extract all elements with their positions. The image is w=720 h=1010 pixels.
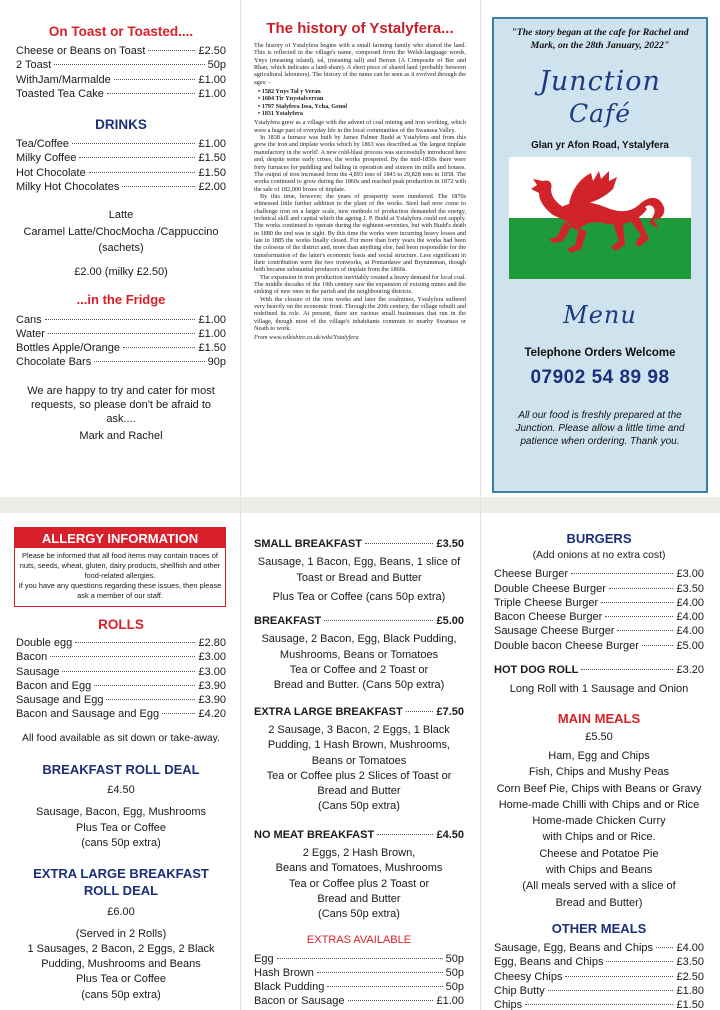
xl-roll-line: Plus Tea or Coffee bbox=[75, 973, 167, 986]
item-price: £4.00 bbox=[676, 611, 704, 624]
breakfast-line: 2 Sausage, 3 Bacon, 2 Eggs, 1 Black bbox=[268, 723, 450, 736]
brand-junction: Junction bbox=[539, 66, 661, 97]
burgers-list bbox=[494, 567, 704, 653]
breakfast-line: Bread and Butter bbox=[317, 785, 401, 798]
latte-sachets: (sachets) bbox=[98, 241, 144, 254]
item-name: Cheesy Chips bbox=[494, 970, 563, 983]
brand-cafe: Café bbox=[568, 99, 632, 128]
fridge-list bbox=[16, 313, 226, 370]
item-price: 90p bbox=[207, 356, 226, 369]
breakfast-price: £4.50 bbox=[436, 828, 464, 841]
welsh-flag-icon bbox=[509, 157, 691, 279]
menu-row bbox=[494, 984, 704, 998]
breakfast-line: Sausage, 2 Bacon, Egg, Black Pudding, bbox=[261, 633, 457, 646]
cover-footer: All our food is freshly prepared at the Junction. Please allow a little time and patience when ordering. Thank you. bbox=[515, 410, 685, 447]
item-name: Hash Brown bbox=[254, 966, 314, 979]
burgers-sub: (Add onions at no extra cost) bbox=[532, 550, 666, 561]
menu-row bbox=[254, 952, 464, 966]
breakfast-price: £7.50 bbox=[436, 705, 464, 718]
meal-line: with Chips and Beans bbox=[545, 864, 653, 877]
meal-line: Ham, Egg and Chips bbox=[548, 749, 650, 762]
item-name: Toasted Tea Cake bbox=[16, 87, 104, 100]
menu-row bbox=[254, 980, 464, 994]
xl-roll-price: £6.00 bbox=[107, 906, 135, 919]
item-price: £3.90 bbox=[198, 679, 226, 692]
item-price: £4.00 bbox=[676, 625, 704, 638]
burgers-heading: BURGERS bbox=[566, 531, 632, 546]
item-name: Black Pudding bbox=[254, 981, 325, 994]
menu-row bbox=[16, 137, 226, 151]
breakfast-line: Sausage, 1 Bacon, Egg, Beans, 1 slice of bbox=[257, 556, 461, 569]
item-price: £4.00 bbox=[676, 596, 704, 609]
breakfast-name: BREAKFAST bbox=[254, 615, 322, 628]
breakfast-row bbox=[254, 537, 464, 551]
cover-quote: "The story began at the cafe for Rachel and Mark, on the 28th January, 2022" bbox=[511, 27, 689, 51]
xl-roll-line: 1 Sausages, 2 Bacon, 2 Eggs, 2 Black bbox=[27, 942, 215, 955]
hotdog-price: £3.20 bbox=[676, 664, 704, 677]
menu-row bbox=[16, 355, 226, 369]
item-price: £2.00 bbox=[198, 181, 226, 194]
history-source: From www.wikishire.co.uk/wiki/Ystalyfera bbox=[254, 334, 359, 342]
history-para: With the closure of the iron works and later the coalmines, Ystalyfera suffered very heavily on the economic front. Through the 20th century, the village rebuilt and redefined its role. At present, there are various small businesses that run in the village, though most of the village's inhabitants commute to nearby Swansea or Neath to work. bbox=[254, 295, 466, 333]
name-entry: • 1797 Stalyfera Issa, Ycha, Genol bbox=[258, 103, 466, 110]
history-para: By this time, however, the years of prosperity were numbered. The 1870s witnessed little further addition to the plant of the works. Steel had now come to challenge iron on a larger scale, new methods of production demanded the energy, technical skill and capital which the ageing J. P. Budd at Ystalyfera could not supply. The works continued to operate during the eighteen-seventies, but with Budd's death in 1880 the end was in sight. By this time the works were incurring heavy losses and late in 1885 the works finally closed. For more than forty years the works had been the colossus of the district and, more than anything else, had been responsible for the transformation of the latter's economic basis and social structure. Less significant in their contribution were the two ironworks, at Pontardawe and Brynamman, though both became substantial producers of tinplate from the 1860s. bbox=[254, 192, 466, 274]
breakfast-line: Toast or Bread and Butter bbox=[296, 571, 422, 584]
signoff: Mark and Rachel bbox=[79, 429, 163, 442]
meal-line: Bread and Butter) bbox=[555, 896, 643, 909]
xl-roll-heading-2: ROLL DEAL bbox=[83, 883, 159, 899]
latte-line: Latte bbox=[108, 209, 134, 222]
item-name: Cheese or Beans on Toast bbox=[16, 45, 146, 57]
meal-line: (All meals served with a slice of bbox=[522, 880, 676, 893]
menu-row bbox=[16, 73, 226, 87]
breakfast-name: EXTRA LARGE BREAKFAST bbox=[254, 705, 403, 718]
drinks-list bbox=[16, 137, 226, 194]
breakfast-row bbox=[254, 705, 464, 719]
menu-row bbox=[494, 610, 704, 624]
breakfast-line: (Cans 50p extra) bbox=[318, 800, 400, 813]
breakfast-name: SMALL BREAKFAST bbox=[254, 538, 362, 550]
menu-row bbox=[494, 596, 704, 610]
allergy-text-2: If you have any questions regarding these issues, then please ask a member of our staff. bbox=[18, 581, 222, 600]
xl-roll-line: Pudding, Mushrooms and Beans bbox=[41, 958, 201, 971]
breakfast-row bbox=[254, 828, 464, 842]
meal-line: Home-made Chilli with Chips and or Rice bbox=[498, 798, 700, 811]
latte-flavours: Caramel Latte/ChocMocha /Cappuccino bbox=[23, 225, 219, 238]
history-para: In 1838 a furnace was built by James Palmer Budd at Ystalyfera and from this grew the iron and tinplate works which by 1863 was described as 'the largest tinplate manufactory in the world'. A new cold-blast process was successfully introduced here and, despite some early crises, the works prospered. By the mid-1850s there were forty furnaces for puddling and balling in operation and sixteen tin mills and houses. The output of iron increased from the 4,893 tons of 1843 to 29,828 tons in 1858. The works continued to grow during the 1860s and reached peak production in 1872 with the sale of 182,000 boxes of tinplate. bbox=[254, 134, 466, 193]
menu-row bbox=[16, 341, 226, 355]
item-price: £1.50 bbox=[198, 342, 226, 355]
menu-row bbox=[16, 650, 226, 664]
allergy-heading: ALLERGY INFORMATION bbox=[15, 528, 225, 548]
item-name: Sausage Cheese Burger bbox=[494, 625, 615, 638]
breakfast-line: Tea or Coffee plus 2 Slices of Toast or bbox=[266, 769, 452, 782]
roll-deal-heading: BREAKFAST ROLL DEAL bbox=[42, 762, 200, 778]
item-price: £4.00 bbox=[676, 941, 704, 954]
item-price: £1.00 bbox=[198, 327, 226, 340]
menu-row bbox=[16, 313, 226, 327]
item-name: Double bacon Cheese Burger bbox=[494, 639, 639, 652]
item-price: £4.20 bbox=[198, 708, 226, 721]
xl-roll-line: (cans 50p extra) bbox=[81, 988, 161, 1001]
item-name: Sausage, Egg, Beans and Chips bbox=[494, 941, 654, 954]
item-price: £1.50 bbox=[676, 999, 704, 1010]
takeaway-note: All food available as sit down or take-away. bbox=[22, 732, 220, 744]
phone-number: 07902 54 89 98 bbox=[530, 367, 670, 388]
panel-burgers-meals bbox=[480, 513, 720, 1010]
roll-deal-line: Sausage, Bacon, Egg, Mushrooms bbox=[36, 806, 206, 819]
fridge-heading: ...in the Fridge bbox=[76, 291, 166, 307]
allergy-text bbox=[15, 548, 225, 606]
item-name: Hot Chocolate bbox=[16, 166, 86, 179]
item-name: Water bbox=[16, 327, 45, 340]
history-title: The history of Ystalyfera... bbox=[266, 20, 454, 37]
item-name: Cans bbox=[16, 313, 42, 326]
item-price: £1.50 bbox=[198, 166, 226, 179]
fold-line bbox=[480, 0, 481, 1010]
hotdog-desc: Long Roll with 1 Sausage and Onion bbox=[509, 683, 689, 696]
history-intro: The history of Ystalyfera begins with a small farming family who shared the land. This is reflected in the village's name, composed from the Welsh-language words, Ynys (meaning island), tal, (meaning tall) and Berran (A Composite of Ber and Rhan, which indicates a land-share). A short piece of shared land (probably between agricultural labourers). The history of the name can be seen as it evolved through the ages: - bbox=[254, 42, 466, 86]
item-name: Tea/Coffee bbox=[16, 138, 70, 151]
rolls-list bbox=[16, 636, 226, 722]
history-para: The expansion in iron production inevitably created a heavy demand for local coal. The middle decades of the 19th century saw the expansion of existing mines and the sinking of new ones in the parish and the neighbouring districts. bbox=[254, 273, 466, 296]
panel-toast-drinks bbox=[0, 0, 240, 497]
item-name: Egg bbox=[254, 952, 274, 965]
breakfast-line: Beans or Tomatoes bbox=[311, 754, 407, 767]
item-name: Bottles Apple/Orange bbox=[16, 342, 120, 355]
roll-deal-price: £4.50 bbox=[107, 784, 135, 797]
item-name: Bacon and Egg bbox=[16, 679, 92, 692]
hotdog-name: HOT DOG ROLL bbox=[494, 664, 579, 677]
item-name: Double egg bbox=[16, 637, 73, 649]
meal-line: Corn Beef Pie, Chips with Beans or Gravy bbox=[496, 782, 702, 795]
item-name: Egg, Beans and Chips bbox=[494, 956, 604, 969]
item-name: Cheese Burger bbox=[494, 568, 568, 581]
breakfast-line: 2 Eggs, 2 Hash Brown, bbox=[302, 847, 416, 860]
item-name: Double Cheese Burger bbox=[494, 582, 606, 595]
item-name: Chip Butty bbox=[494, 984, 545, 997]
menu-title: Menu bbox=[563, 301, 637, 329]
item-name: WithJam/Marmalde bbox=[16, 73, 111, 86]
hotdog-row bbox=[494, 663, 704, 677]
breakfast-line: Plus Tea or Coffee (cans 50p extra) bbox=[272, 590, 446, 603]
meal-line: Home-made Chicken Curry bbox=[532, 815, 666, 828]
meal-line: Cheese and Potatoe Pie bbox=[539, 847, 659, 860]
item-name: Sausage bbox=[16, 665, 60, 678]
menu-row bbox=[16, 87, 226, 101]
menu-row bbox=[494, 970, 704, 984]
breakfast-line: Bread and Butter bbox=[317, 892, 401, 905]
item-price: £3.50 bbox=[676, 582, 704, 595]
breakfast-price: £5.00 bbox=[436, 615, 464, 628]
item-price: £3.00 bbox=[676, 568, 704, 581]
phone-label: Telephone Orders Welcome bbox=[524, 347, 676, 359]
page-gap bbox=[0, 497, 720, 513]
extras-list bbox=[254, 952, 464, 1009]
name-entry: • 1831 Ystalyfera bbox=[258, 110, 466, 117]
panel-cover bbox=[480, 0, 720, 497]
item-name: 2 Toast bbox=[16, 59, 52, 72]
menu-row bbox=[16, 44, 226, 58]
item-price: £3.00 bbox=[198, 665, 226, 678]
item-name: Milky Coffee bbox=[16, 152, 77, 165]
roll-deal-line: Plus Tea or Coffee bbox=[75, 821, 167, 834]
extras-heading: EXTRAS AVAILABLE bbox=[306, 933, 412, 946]
item-name: Milky Hot Chocolates bbox=[16, 181, 120, 194]
history-text bbox=[240, 42, 480, 342]
menu-row bbox=[494, 998, 704, 1010]
main-meals-list bbox=[494, 748, 704, 911]
item-price: £1.00 bbox=[198, 138, 226, 151]
fold-line bbox=[240, 0, 241, 1010]
on-toast-heading: On Toast or Toasted.... bbox=[48, 24, 194, 39]
item-price: £3.50 bbox=[676, 956, 704, 969]
item-name: Bacon bbox=[16, 651, 48, 664]
menu-row bbox=[254, 966, 464, 980]
item-name: Triple Cheese Burger bbox=[494, 596, 599, 609]
drinks-heading: DRINKS bbox=[95, 117, 147, 133]
item-price: 50p bbox=[445, 966, 464, 979]
menu-row bbox=[494, 639, 704, 653]
item-name: Bacon and Sausage and Egg bbox=[16, 708, 160, 721]
breakfast-line: Tea or Coffee plus 2 Toast or bbox=[288, 877, 430, 890]
item-price: £2.50 bbox=[676, 970, 704, 983]
menu-row bbox=[494, 582, 704, 596]
main-meals-price: £5.50 bbox=[585, 730, 613, 743]
history-para: Ystalyfera grew as a village with the advent of coal mining and iron working, which were a huge part of everyday life in the local communities of the Swansea Valley. bbox=[254, 119, 466, 134]
menu-row bbox=[16, 665, 226, 679]
breakfast-price: £3.50 bbox=[436, 538, 464, 550]
name-entry: • 1582 Ynys Tal y Veran bbox=[258, 88, 466, 95]
panel-breakfasts bbox=[240, 513, 480, 1010]
menu-row bbox=[16, 180, 226, 194]
item-price: 50p bbox=[445, 952, 464, 965]
other-meals-list bbox=[494, 941, 704, 1010]
item-price: 50p bbox=[445, 981, 464, 994]
item-price: £1.00 bbox=[198, 313, 226, 326]
item-name: Chocolate Bars bbox=[16, 356, 92, 369]
menu-row bbox=[16, 58, 226, 72]
item-price: £1.80 bbox=[676, 984, 704, 997]
menu-row bbox=[254, 994, 464, 1008]
item-price: £1.00 bbox=[436, 995, 464, 1008]
item-name: Bacon Cheese Burger bbox=[494, 611, 603, 624]
roll-deal-line: (cans 50p extra) bbox=[81, 836, 161, 849]
other-meals-heading: OTHER MEALS bbox=[551, 920, 647, 936]
breakfast-line: Tea or Coffee and 2 Toast or bbox=[289, 664, 429, 677]
on-toast-list bbox=[16, 44, 226, 101]
breakfast-name: NO MEAT BREAKFAST bbox=[254, 828, 375, 841]
item-price: £2.80 bbox=[198, 637, 226, 649]
breakfast-row bbox=[254, 614, 464, 628]
menu-row bbox=[16, 707, 226, 721]
xl-roll-line: (Served in 2 Rolls) bbox=[75, 927, 167, 940]
breakfast-line: Bread and Butter. (Cans 50p extra) bbox=[273, 679, 445, 692]
item-price: £5.00 bbox=[676, 639, 704, 652]
menu-row bbox=[16, 166, 226, 180]
item-name: Chips bbox=[494, 999, 523, 1010]
meal-line: Fish, Chips and Mushy Peas bbox=[528, 766, 669, 779]
menu-row bbox=[16, 327, 226, 341]
breakfast-line: Pudding, 1 Hash Brown, Mushrooms, bbox=[267, 739, 451, 752]
breakfast-line: Mushrooms, Beans or Tomatoes bbox=[279, 648, 439, 661]
item-price: £3.90 bbox=[198, 694, 226, 707]
allergy-box bbox=[14, 527, 226, 607]
allergy-text-1: Please be informed that all food items may contain traces of nuts, seeds, wheat, gluten, dairy products, shellfish and other food-related allergies. bbox=[19, 551, 221, 580]
menu-row bbox=[16, 636, 226, 650]
menu-row bbox=[494, 624, 704, 638]
item-price: £1.00 bbox=[198, 87, 226, 100]
requests-note: We are happy to try and cater for most requests, so please don't be afraid to ask.... bbox=[27, 384, 215, 426]
menu-row bbox=[494, 941, 704, 955]
item-price: £1.00 bbox=[198, 73, 226, 86]
cover-box bbox=[492, 17, 708, 493]
rolls-heading: ROLLS bbox=[98, 617, 144, 632]
breakfast-line: Beans and Tomatoes, Mushrooms bbox=[275, 862, 443, 875]
meal-line: with Chips and or Rice. bbox=[542, 831, 656, 844]
item-name: Bacon or Sausage bbox=[254, 995, 345, 1008]
name-entry: • 1604 Tir Ynystalverran bbox=[258, 95, 466, 102]
history-names bbox=[254, 88, 466, 117]
address: Glan yr Afon Road, Ystalyfera bbox=[531, 140, 669, 151]
item-name: Sausage and Egg bbox=[16, 694, 104, 707]
item-price: 50p bbox=[207, 59, 226, 72]
latte-price: £2.00 (milky £2.50) bbox=[74, 266, 168, 279]
menu-row bbox=[494, 567, 704, 581]
menu-row bbox=[494, 955, 704, 969]
menu-row bbox=[16, 151, 226, 165]
item-price: £1.50 bbox=[198, 152, 226, 165]
breakfast-line: (Cans 50p extra) bbox=[318, 908, 400, 921]
main-meals-heading: MAIN MEALS bbox=[557, 710, 641, 726]
panel-history bbox=[240, 0, 480, 497]
item-price: £3.00 bbox=[198, 651, 226, 664]
menu-row bbox=[16, 679, 226, 693]
item-price: £2.50 bbox=[198, 45, 226, 57]
panel-rolls bbox=[0, 513, 240, 1010]
menu-row bbox=[16, 693, 226, 707]
xl-roll-heading-1: EXTRA LARGE BREAKFAST bbox=[33, 866, 209, 882]
